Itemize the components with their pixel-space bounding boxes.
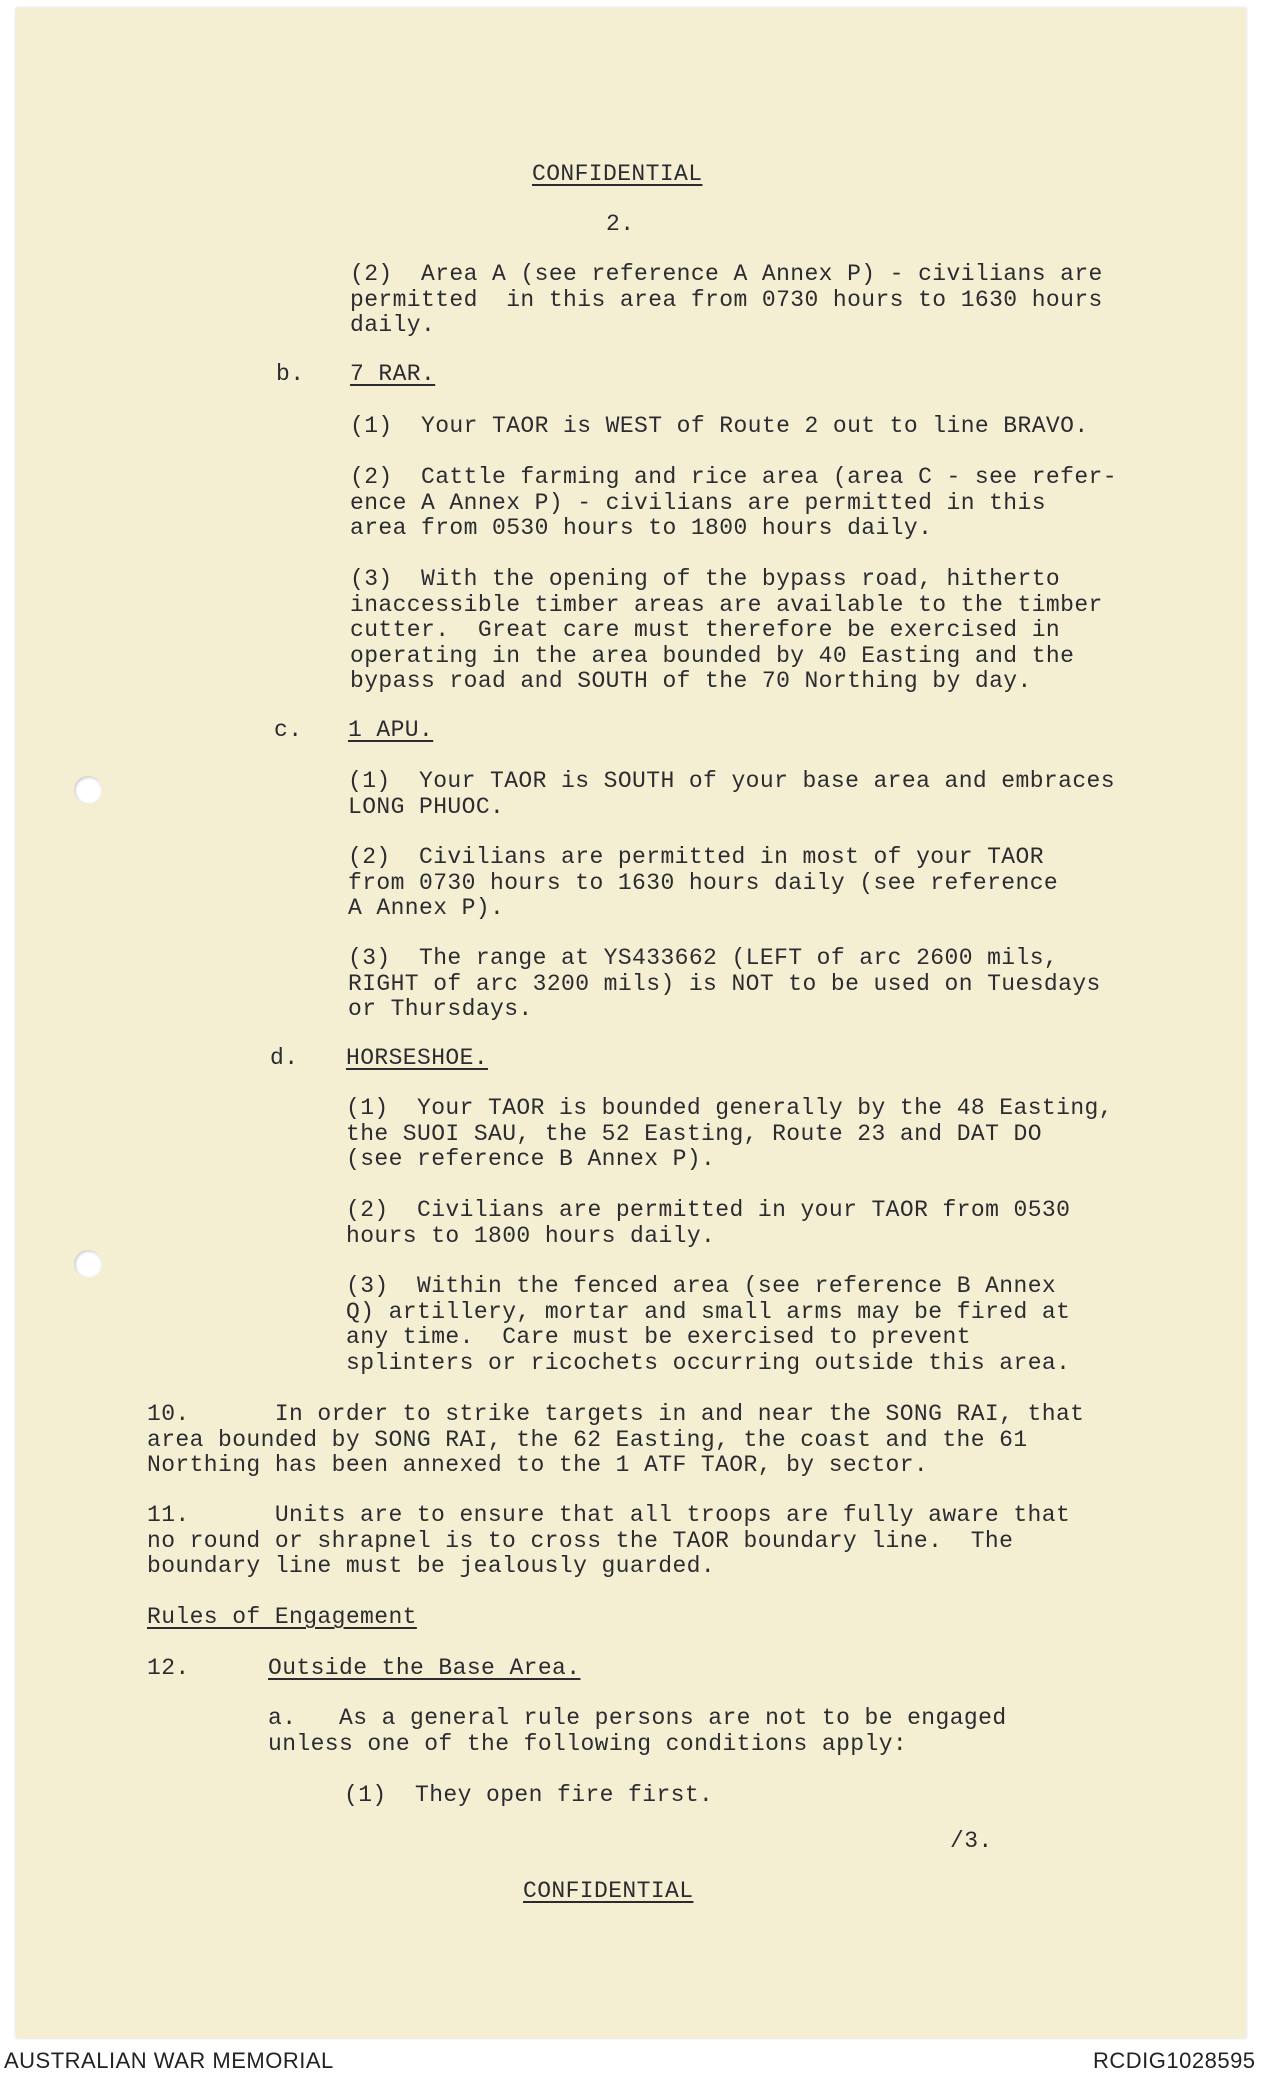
para-c3: (3) The range at YS433662 (LEFT of arc 2600 mils, RIGHT of arc 3200 mils) is NOT to be used on Tuesdays or Thursdays. [348, 945, 1101, 1022]
item-d-title: HORSESHOE. [346, 1045, 489, 1071]
para-10: 10. In order to strike targets in and near the SONG RAI, that area bounded by SONG RAI, the 62 Easting, the coast and the 61 Northing has been annexed to the 1 ATF TAOR, by sector. [147, 1401, 1085, 1478]
para-d1: (1) Your TAOR is bounded generally by the 48 Easting, the SUOI SAU, the 52 Easting, Route 23 and DAT DO (see reference B Annex P). [346, 1095, 1113, 1172]
archive-source: AUSTRALIAN WAR MEMORIAL [4, 2048, 334, 2073]
section-heading: Rules of Engagement [147, 1604, 417, 1630]
item-b-label: b. [276, 361, 305, 387]
item-c-label: c. [274, 717, 303, 743]
item-b-title: 7 RAR. [350, 361, 436, 387]
item-d-label: d. [270, 1045, 299, 1071]
para-a2: (2) Area A (see reference A Annex P) - civilians are permitted in this area from 0730 hours to 1630 hours daily. [350, 261, 1103, 338]
punch-hole [74, 776, 102, 804]
archive-reference: RCDIG1028595 [1093, 2048, 1256, 2073]
para-b1: (1) Your TAOR is WEST of Route 2 out to line BRAVO. [350, 413, 1089, 439]
para-12-number: 12. [147, 1655, 190, 1681]
para-b2: (2) Cattle farming and rice area (area C - see refer- ence A Annex P) - civilians are permitted in this area from 0530 hours to 1800 hours daily. [350, 464, 1117, 541]
para-c1: (1) Your TAOR is SOUTH of your base area and embraces LONG PHUOC. [348, 768, 1115, 820]
para-12a: a. As a general rule persons are not to be engaged unless one of the following conditions apply: [268, 1705, 1007, 1757]
next-page-marker: /3. [950, 1828, 993, 1854]
para-d3: (3) Within the fenced area (see reference B Annex Q) artillery, mortar and small arms may be fired at any time. Care must be exercised to prevent splinters or ricochets occurring outside this area. [346, 1273, 1071, 1376]
para-11: 11. Units are to ensure that all troops are fully aware that no round or shrapnel is to cross the TAOR boundary line. The boundary line must be jealously guarded. [147, 1502, 1071, 1579]
para-d2: (2) Civilians are permitted in your TAOR from 0530 hours to 1800 hours daily. [346, 1197, 1071, 1249]
para-b3: (3) With the opening of the bypass road, hitherto inaccessible timber areas are available to the timber cutter. Great care must therefore be exercised in operating in the area bounded by 40 Easting and the bypass road and SOUTH of the 70 Northing by day. [350, 566, 1103, 694]
header-classification: CONFIDENTIAL [532, 161, 703, 187]
item-c-title: 1 APU. [348, 717, 434, 743]
footer-classification: CONFIDENTIAL [523, 1878, 694, 1904]
punch-hole [74, 1250, 102, 1278]
para-12a1: (1) They open fire first. [344, 1782, 714, 1808]
page-number: 2. [606, 211, 635, 237]
para-c2: (2) Civilians are permitted in most of your TAOR from 0730 hours to 1630 hours daily (see reference A Annex P). [348, 844, 1059, 921]
para-12-title: Outside the Base Area. [268, 1655, 581, 1681]
